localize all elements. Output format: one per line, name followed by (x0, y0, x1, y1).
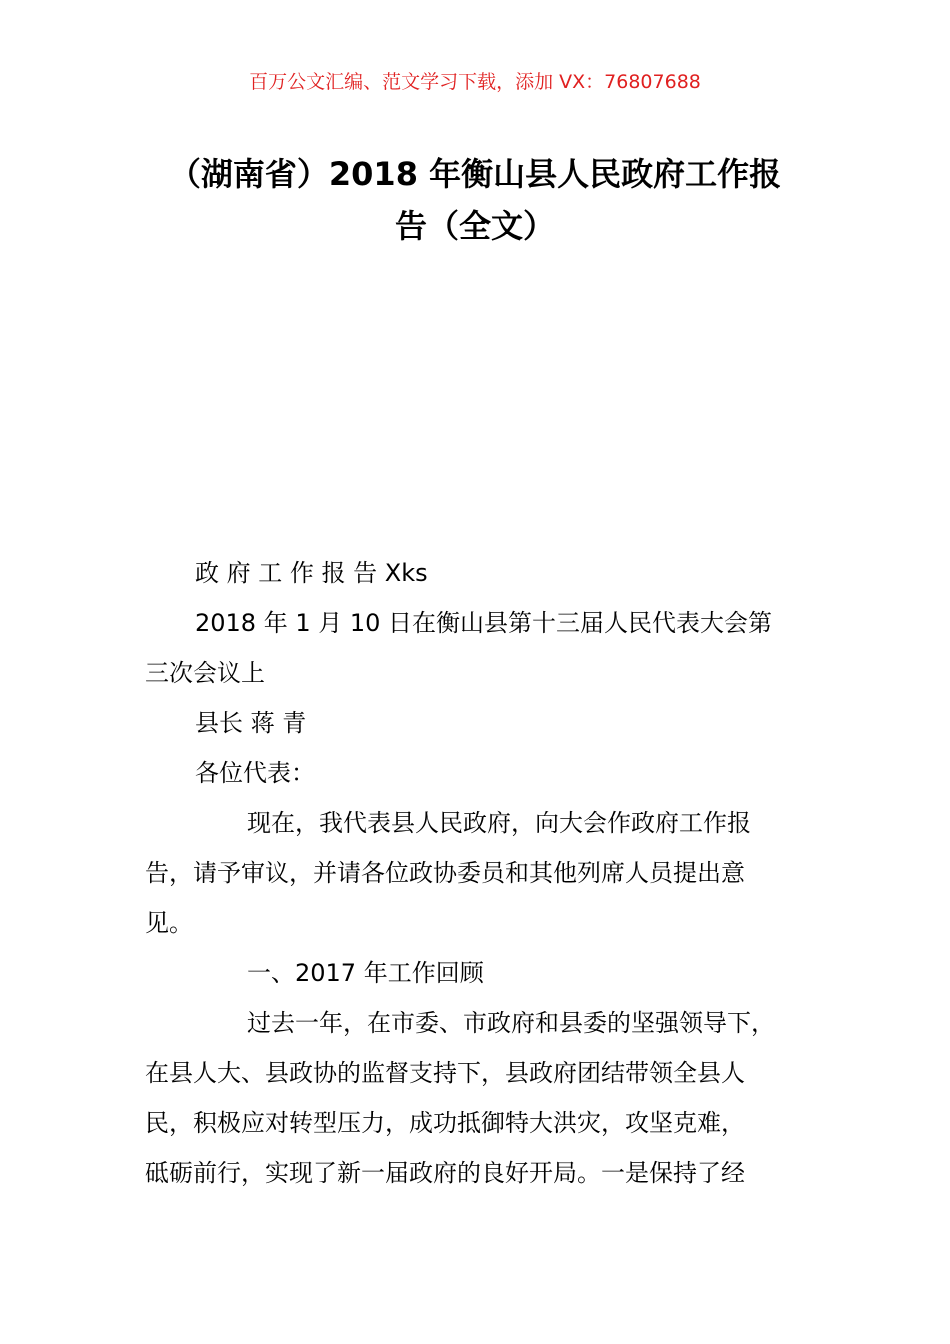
review-line-2: 在县人大、县政协的监督支持下，县政府团结带领全县人 (145, 1059, 745, 1087)
speaker-line: 县长 蒋 青 (195, 709, 307, 737)
intro-line-3: 见。 (145, 909, 193, 937)
report-heading: 政 府 工 作 报 告 Xks (195, 559, 428, 587)
date-line-1: 2018 年 1 月 10 日在衡山县第十三届人民代表大会第 (195, 609, 773, 637)
header-note: 百万公文汇编、范文学习下载，添加 VX：76807688 (249, 71, 701, 93)
title-line-2: 告（全文） (394, 207, 555, 245)
intro-line-2: 告，请予审议，并请各位政协委员和其他列席人员提出意 (145, 859, 745, 887)
intro-line-1: 现在，我代表县人民政府，向大会作政府工作报 (247, 809, 751, 837)
document-title (130, 148, 820, 252)
document-body (145, 548, 835, 1198)
review-line-3: 民，积极应对转型压力，成功抵御特大洪灾，攻坚克难， (145, 1109, 745, 1137)
section-heading: 一、2017 年工作回顾 (247, 959, 484, 987)
salutation: 各位代表： (195, 759, 315, 787)
title-line-1: （湖南省）2018 年衡山县人民政府工作报 (168, 155, 782, 193)
review-line-1: 过去一年，在市委、市政府和县委的坚强领导下， (247, 1009, 775, 1037)
review-line-4: 砥砺前行，实现了新一届政府的良好开局。一是保持了经 (145, 1159, 745, 1187)
date-line-2: 三次会议上 (145, 659, 265, 687)
